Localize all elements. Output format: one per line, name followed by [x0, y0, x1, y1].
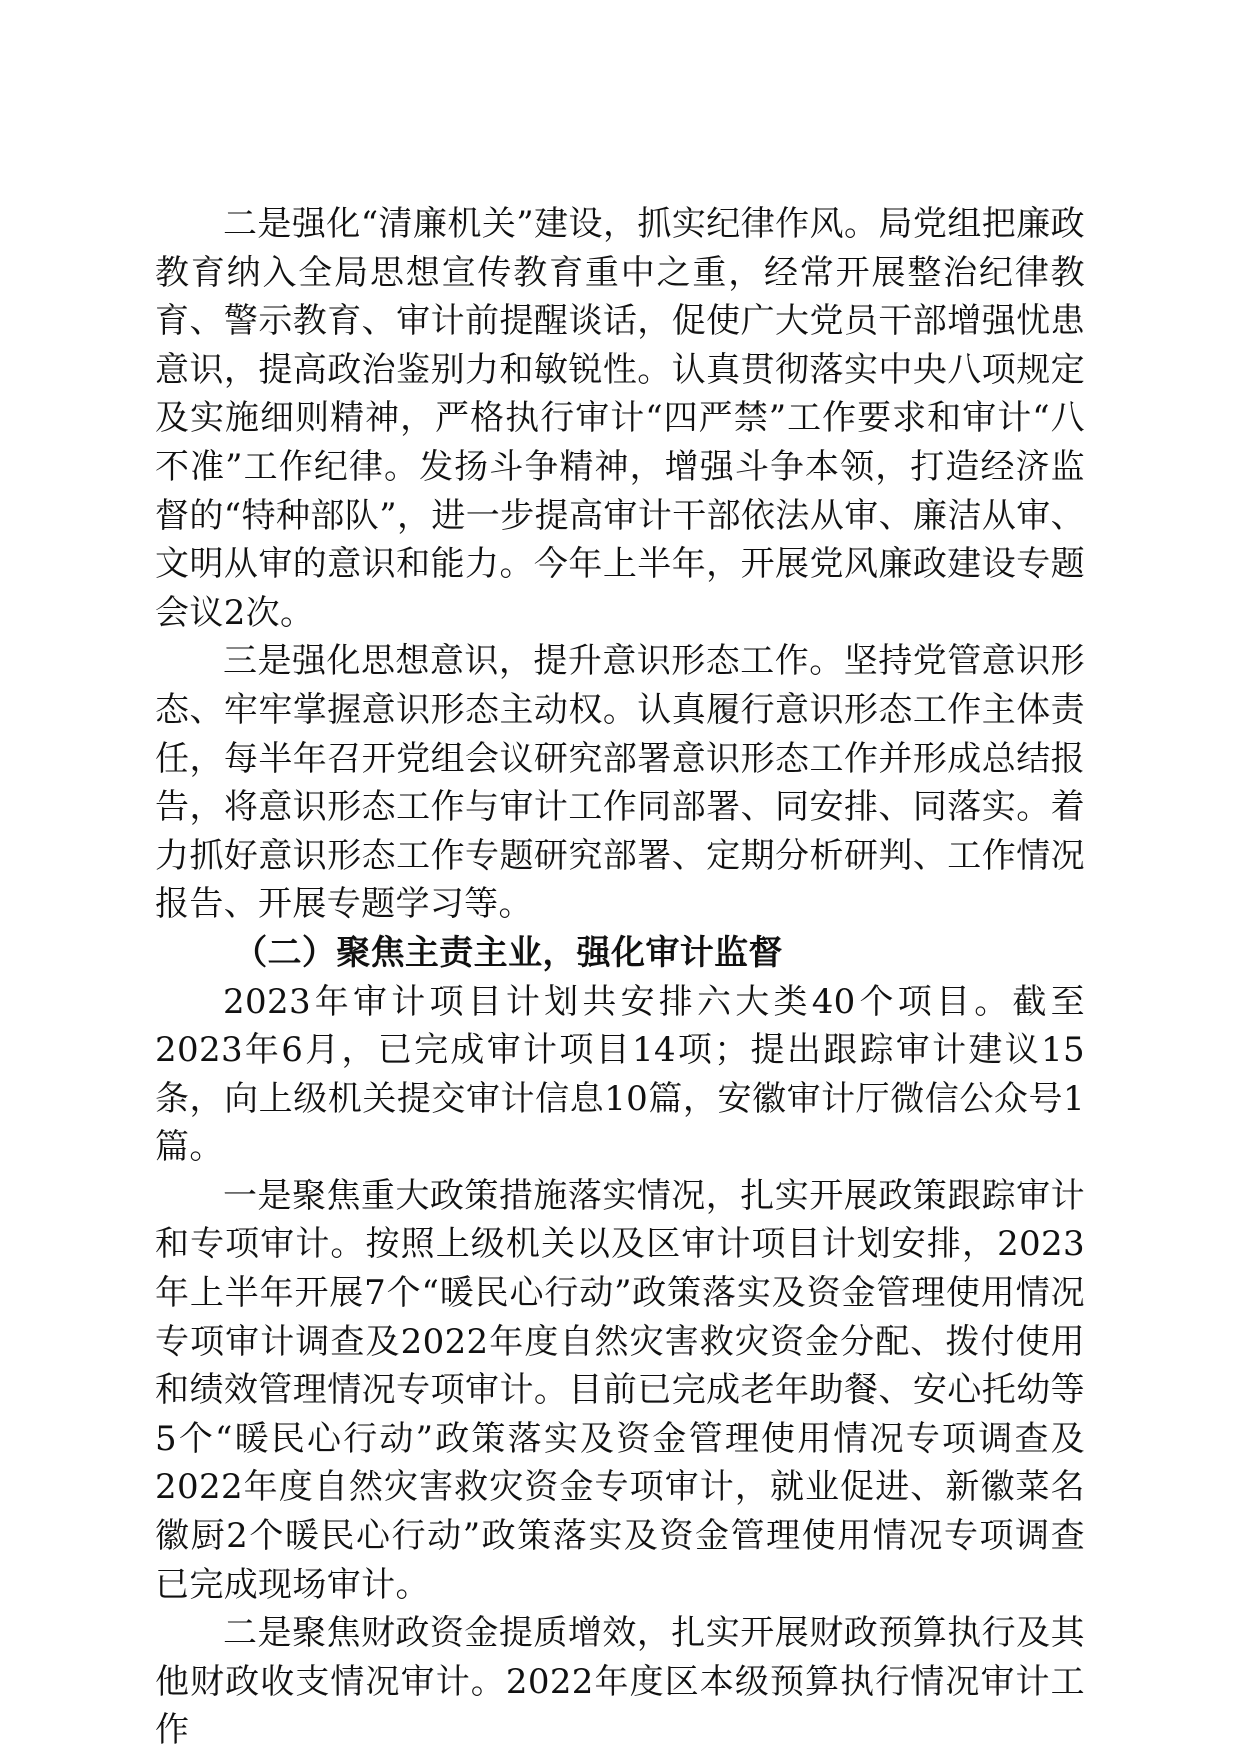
paragraph-fiscal-audit: 二是聚焦财政资金提质增效，扎实开展财政预算执行及其他财政收支情况审计。2022年度区本级预算执行情况审计工作 — [155, 1613, 1085, 1751]
document-body — [155, 200, 1085, 1755]
paragraph-clean-government: 二是强化“清廉机关”建设，抓实纪律作风。局党组把廉政教育纳入全局思想宣传教育重中之重，经常开展整治纪律教育、警示教育、审计前提醒谈话，促使广大党员干部增强忧患意识，提高政治鉴别力和敏锐性。认真贯彻落实中央八项规定及实施细则精神，严格执行审计“四严禁”工作要求和审计“八不准”工作纪律。发扬斗争精神，增强斗争本领，打造经济监督的“特种部队”，进一步提高审计干部依法从审、廉洁从审、文明从审的意识和能力。今年上半年，开展党风廉政建设专题会议2次。 — [155, 204, 1085, 633]
section-heading: （二）聚焦主责主业，强化审计监督 — [233, 932, 783, 973]
paragraph-policy-audit: 一是聚焦重大政策措施落实情况，扎实开展政策跟踪审计和专项审计。按照上级机关以及区审计项目计划安排，2023年上半年开展7个“暖民心行动”政策落实及资金管理使用情况专项审计调查及2022年度自然灾害救灾资金分配、拨付使用和绩效管理情况专项审计。目前已完成老年助餐、安心托幼等5个“暖民心行动”政策落实及资金管理使用情况专项调查及2022年度自然灾害救灾资金专项审计，就业促进、新徽菜名徽厨2个暖民心行动”政策落实及资金管理使用情况专项调查已完成现场审计。 — [155, 1175, 1085, 1605]
paragraph-audit-plan: 2023年审计项目计划共安排六大类40个项目。截至2023年6月，已完成审计项目14项；提出跟踪审计建议15条，向上级机关提交审计信息10篇，安徽审计厅微信公众号1篇。 — [155, 981, 1085, 1168]
paragraph-ideology-work: 三是强化思想意识，提升意识形态工作。坚持党管意识形态、牢牢掌握意识形态主动权。认真履行意识形态工作主体责任，每半年召开党组会议研究部署意识形态工作并形成总结报告，将意识形态工作与审计工作同部署、同安排、同落实。着力抓好意识形态工作专题研究部署、定期分析研判、工作情况报告、开展专题学习等。 — [155, 641, 1085, 925]
